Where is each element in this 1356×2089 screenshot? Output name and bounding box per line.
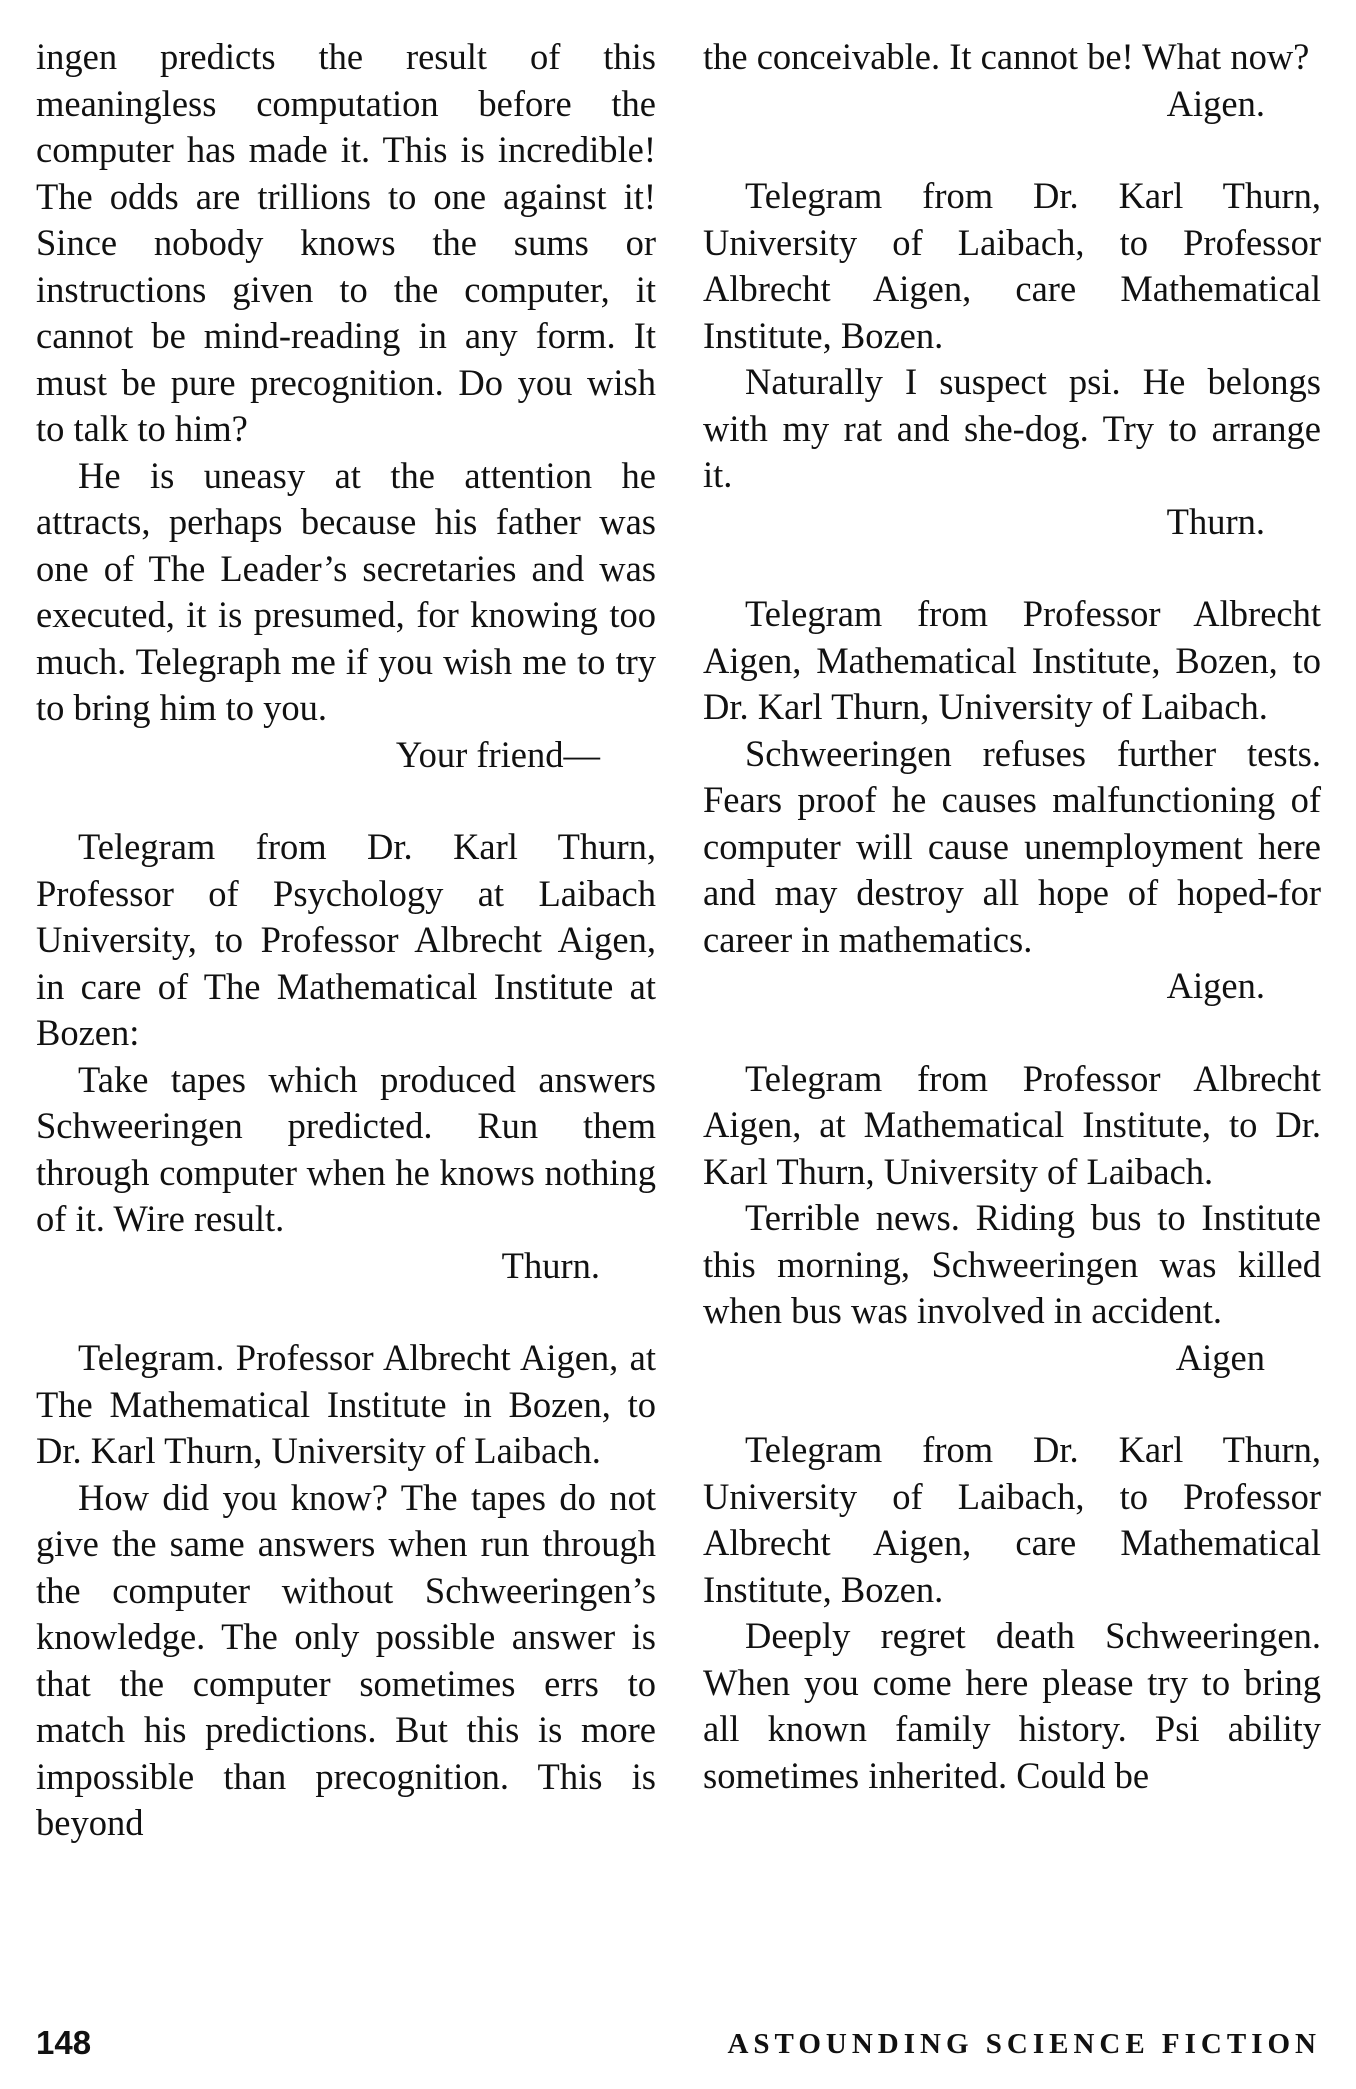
page-footer <box>36 2024 1321 2068</box>
magazine-name: ASTOUNDING SCIENCE FICTION <box>727 2028 1321 2060</box>
telegram-header-thurn-3: Telegram from Dr. Karl Thurn, University of Laibach, to Professor Albrecht Aigen, care Mathematical Institute, Bozen. <box>703 1429 1321 1610</box>
telegram-body-aigen-2: Schweeringen refuses further tests. Fears proof he causes malfunctioning of computer will cause unemployment here and may destroy all hope of hoped-for career in mathematics. <box>703 732 1321 960</box>
telegram-header-aigen-2: Telegram from Professor Albrecht Aigen, Mathematical Institute, Bozen, to Dr. Karl Thurn, University of Laibach. <box>703 593 1321 727</box>
signature-aigen-2: Aigen. <box>1166 965 1265 1006</box>
left-column <box>36 34 656 1847</box>
signature-thurn-2: Thurn. <box>1166 500 1265 542</box>
signature-aigen-1: Aigen. <box>1166 82 1265 124</box>
paragraph-continuation: ingen predicts the result of this meaningless computation before the computer has made it. This is incredible! The odds are trillions to one against it! Since nobody knows the sums or instructions given to the computer, it cannot be mind-reading in any form. It must be pure precognition. Do you wish to talk to him? <box>36 36 656 449</box>
signature-aigen-3: Aigen <box>1175 1336 1265 1378</box>
telegram-header-thurn-1: Telegram from Dr. Karl Thurn, Professor of Psychology at Laibach University, to Professor Albrecht Aigen, in care of The Mathematical Institute at Bozen: <box>36 826 656 1053</box>
signature-thurn-1: Thurn. <box>501 1244 600 1286</box>
spacer <box>703 545 1321 591</box>
telegram-body-thurn-3: Deeply regret death Schweeringen. When you come here please try to bring all known family history. Psi ability sometimes inherited. Could be <box>703 1615 1321 1796</box>
signature-your-friend: Your friend— <box>395 733 600 775</box>
spacer <box>36 1289 656 1335</box>
spacer <box>703 1381 1321 1427</box>
telegram-header-aigen-3: Telegram from Professor Albrecht Aigen, at Mathematical Institute, to Dr. Karl Thurn, University of Laibach. <box>703 1057 1321 1192</box>
spacer <box>703 1010 1321 1056</box>
page-number: 148 <box>36 2024 92 2061</box>
paragraph-conceivable: the conceivable. It cannot be! What now? <box>703 36 1310 77</box>
paragraph-father-secretary: He is uneasy at the attention he attracts, perhaps because his father was one of The Leader’s secretaries and was executed, it is presumed, for knowing too much. Telegraph me if you wish me to try to bring him to you. <box>36 454 656 728</box>
spacer <box>703 127 1321 173</box>
telegram-body-aigen-1: How did you know? The tapes do not give the same answers when run through the computer without Schweeringen’s knowledge. The only possible answer is that the computer sometimes errs to match his predictions. But this is more impossible than precognition. This is beyond <box>36 1476 656 1843</box>
right-column <box>703 34 1321 1799</box>
telegram-header-aigen-1: Telegram. Professor Albrecht Aigen, at The Mathematical Institute in Bozen, to Dr. Karl Thurn, University of Laibach. <box>36 1337 656 1471</box>
telegram-header-thurn-2: Telegram from Dr. Karl Thurn, University of Laibach, to Professor Albrecht Aigen, care Mathematical Institute, Bozen. <box>703 175 1321 356</box>
telegram-body-thurn-1: Take tapes which produced answers Schweeringen predicted. Run them through computer when he knows nothing of it. Wire result. <box>36 1058 656 1239</box>
spacer <box>36 778 656 824</box>
telegram-body-aigen-3: Terrible news. Riding bus to Institute this morning, Schweeringen was killed when bus was involved in accident. <box>703 1197 1321 1331</box>
telegram-body-thurn-2: Naturally I suspect psi. He belongs with my rat and she-dog. Try to arrange it. <box>703 361 1321 495</box>
